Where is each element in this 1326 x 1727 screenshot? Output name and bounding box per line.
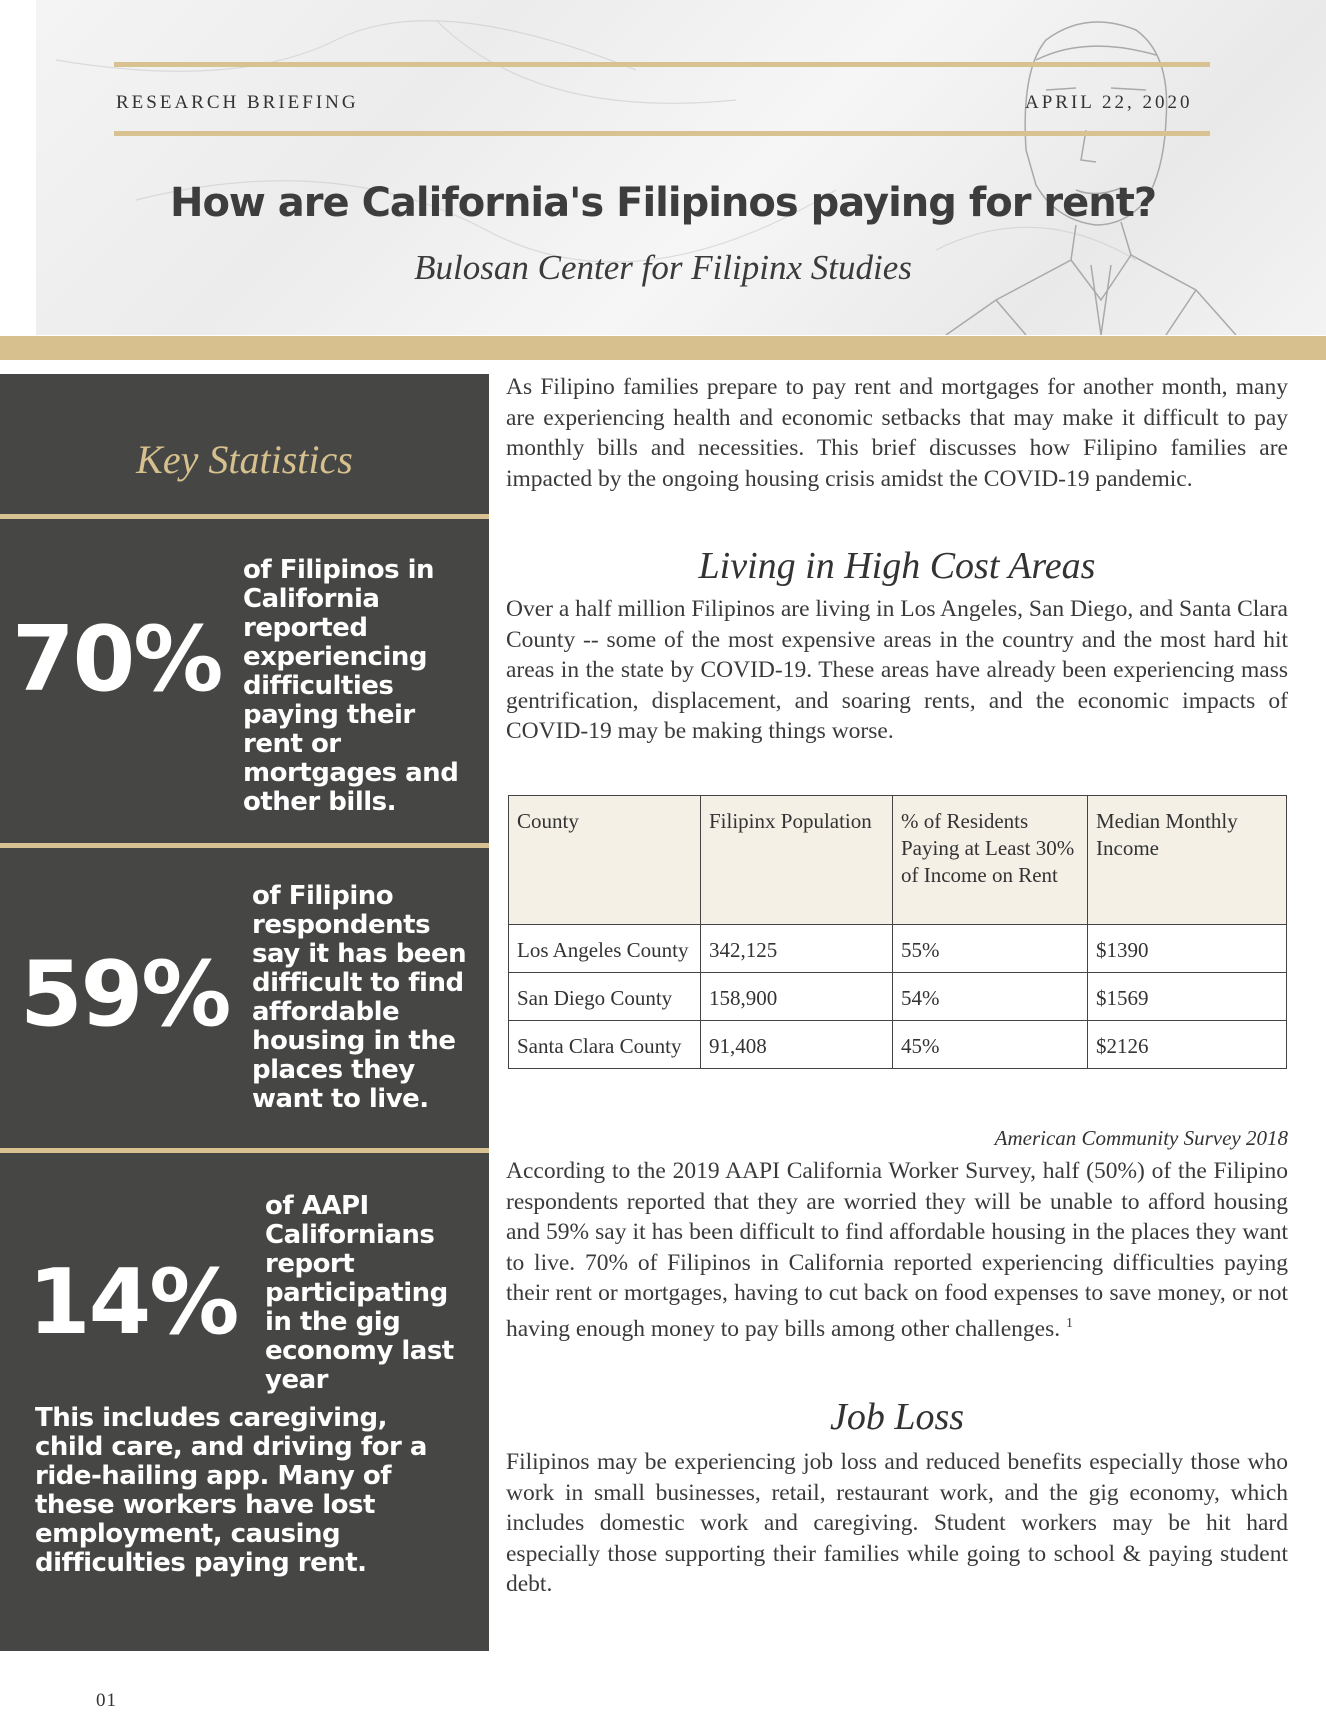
briefing-label: RESEARCH BRIEFING	[116, 92, 359, 113]
table-header-cell: Filipinx Population	[701, 796, 893, 925]
county-data-table	[508, 795, 1287, 1069]
section-heading-job-loss: Job Loss	[829, 1396, 965, 1438]
key-statistics-heading: Key Statistics	[136, 437, 353, 482]
stat-70-value: 70%	[12, 607, 222, 712]
stat-59-text: of Filipino respondents say it has been difficult to find affordable housing in the places they want to live.	[252, 881, 467, 1114]
table-cell: San Diego County	[509, 973, 701, 1021]
table-header-cell: % of Residents Paying at Least 30% of Income on Rent	[893, 796, 1088, 925]
table-header-row	[509, 796, 1287, 925]
table-cell: $1569	[1088, 973, 1287, 1021]
organization-subtitle: Bulosan Center for Filipinx Studies	[414, 248, 912, 287]
stat-14-text: of AAPI Californians report participating in the gig economy last year	[265, 1191, 454, 1395]
table-cell: 55%	[893, 925, 1088, 973]
footnote-marker: 1	[1065, 1315, 1073, 1331]
table-cell: $1390	[1088, 925, 1287, 973]
table-row	[509, 925, 1287, 973]
briefing-date: APRIL 22, 2020	[1025, 92, 1193, 113]
job-loss-paragraph: Filipinos may be experiencing job loss and reduced benefits especially those who work in small businesses, retail, restaurant work, and the gig economy, which includes domestic work and caregiving. Student workers may be hit hard especially those supporting their families while going to school & paying student debt.	[506, 1449, 1288, 1597]
stat-14-note: This includes caregiving, child care, and driving for a ride-hailing app. Many of these workers have lost employment, causing difficulties paying rent.	[35, 1403, 427, 1578]
section-heading-high-cost: Living in High Cost Areas	[698, 545, 1096, 587]
table-cell: 342,125	[701, 925, 893, 973]
table-cell: Santa Clara County	[509, 1021, 701, 1069]
stat-14-value: 14%	[28, 1250, 238, 1355]
sidebar-divider	[0, 843, 489, 848]
intro-paragraph: As Filipino families prepare to pay rent and mortgages for another month, many are experiencing health and economic setbacks that may make it difficult to pay monthly bills and necessities. This brief discusses how Filipino families are impacted by the ongoing housing crisis amidst the COVID-19 pandemic.	[506, 374, 1288, 492]
table-header-cell: County	[509, 796, 701, 925]
sidebar-divider	[0, 514, 489, 519]
table-cell: 54%	[893, 973, 1088, 1021]
table-source-caption: American Community Survey 2018	[994, 1126, 1288, 1150]
table-cell: 158,900	[701, 973, 893, 1021]
stat-59-value: 59%	[20, 942, 230, 1047]
survey-paragraph	[506, 1156, 1288, 1344]
sidebar-divider	[0, 1148, 489, 1153]
page-number: 01	[96, 1690, 117, 1711]
survey-paragraph-text: According to the 2019 AAPI California Worker Survey, half (50%) of the Filipino respondents reported that they are worried they will be unable to afford housing and 59% say it has been difficult to find affordable housing in the places they want to live. 70% of Filipinos in California reported experiencing difficulties paying their rent or mortgages, having to cut back on food expenses to save money, or not having enough money to pay bills among other challenges.	[506, 1158, 1288, 1342]
high-cost-paragraph: Over a half million Filipinos are living in Los Angeles, San Diego, and Santa Clara County -- some of the most expensive areas in the country and the most hard hit areas in the state by COVID-19. These areas have already been experiencing mass gentrification, displacement, and soaring rents, and the economic impacts of COVID-19 may be making things worse.	[506, 596, 1288, 744]
header-top-rule	[114, 62, 1210, 67]
header-bottom-rule	[114, 131, 1210, 136]
table-row	[509, 973, 1287, 1021]
table-cell: $2126	[1088, 1021, 1287, 1069]
page-title: How are California's Filipinos paying for rent?	[169, 180, 1157, 226]
stat-70-text: of Filipinos in California reported experiencing difficulties paying their rent or mortgages and other bills.	[243, 555, 459, 817]
header-gold-band	[0, 336, 1326, 360]
table-row	[509, 1021, 1287, 1069]
table-cell: 91,408	[701, 1021, 893, 1069]
table-cell: Los Angeles County	[509, 925, 701, 973]
table-cell: 45%	[893, 1021, 1088, 1069]
table-header-cell: Median Monthly Income	[1088, 796, 1287, 925]
